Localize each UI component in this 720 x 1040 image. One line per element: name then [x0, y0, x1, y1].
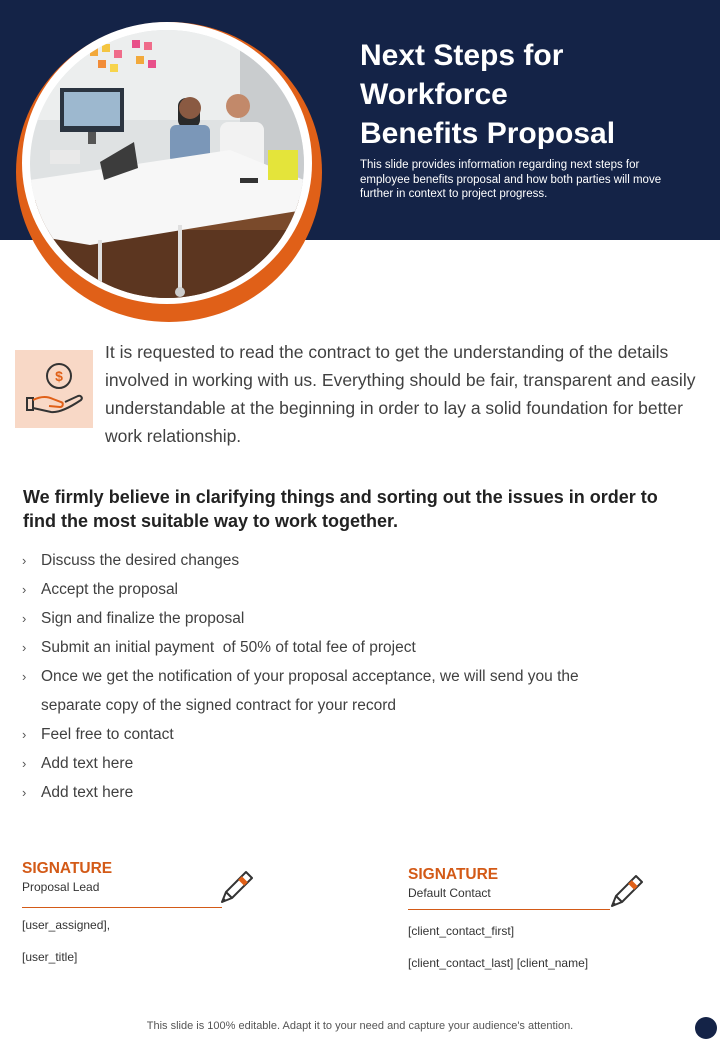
list-item [22, 720, 662, 749]
list-item [22, 575, 662, 604]
signature-line-left [22, 907, 222, 908]
chevron-right-icon: › [22, 611, 27, 626]
list-item [22, 662, 621, 720]
signature-role: Default Contact [408, 886, 491, 900]
user-title-field[interactable]: [user_title] [22, 950, 78, 964]
signature-label: SIGNATURE [408, 866, 499, 883]
list-item [22, 749, 662, 778]
step-text: Sign and finalize the proposal [41, 610, 245, 627]
step-text: Accept the proposal [41, 581, 179, 598]
step-text: Add text here [41, 784, 134, 801]
step-text: Add text here [41, 755, 134, 772]
chevron-right-icon: › [22, 640, 27, 655]
list-item [22, 546, 662, 575]
step-text: Feel free to contact [41, 726, 174, 743]
pen-icon [606, 870, 648, 912]
belief-statement: We firmly believe in clarifying things and sorting out the issues in order to find the most suitable way to work together. [23, 487, 658, 531]
meeting-photo-frame [16, 22, 322, 322]
intro-paragraph: It is requested to read the contract to get the understanding of the details involved in working with us. Everything should be fair, transparent and easily understandable at the beginning in order to lay a solid foundation for better work relationship. [105, 342, 696, 446]
intro-icon-box [15, 350, 93, 428]
slide-title: Next Steps for Workforce Benefits Proposal [360, 39, 616, 150]
next-steps-list [22, 546, 662, 807]
chevron-right-icon: › [22, 553, 27, 568]
signature-line-right [408, 909, 610, 910]
list-item [22, 778, 662, 807]
chevron-right-icon: › [22, 756, 27, 771]
client-contact-first-field[interactable]: [client_contact_first] [408, 924, 515, 938]
list-item [22, 633, 662, 662]
pen-icon [216, 866, 258, 908]
svg-text:$: $ [55, 368, 63, 384]
user-assigned-field[interactable]: [user_assigned], [22, 918, 111, 932]
chevron-right-icon: › [22, 669, 27, 684]
slide-subtitle: This slide provides information regarding next steps for employee benefits proposal and how both parties will move further in context to project progress. [360, 159, 662, 200]
list-item [22, 604, 662, 633]
step-text: Once we get the notification of your proposal acceptance, we will send you the separate copy of the signed contract for your record [41, 668, 579, 714]
hand-coin-icon [15, 350, 93, 428]
footer-note: This slide is 100% editable. Adapt it to your need and capture your audience's attention. [146, 1020, 574, 1032]
signature-label: SIGNATURE [22, 860, 113, 877]
client-contact-last-field[interactable]: [client_contact_last] [client_name] [408, 956, 589, 970]
chevron-right-icon: › [22, 727, 27, 742]
signature-role: Proposal Lead [22, 880, 100, 894]
step-text: Submit an initial payment of 50% of total fee of project [41, 639, 416, 656]
step-text: Discuss the desired changes [41, 552, 240, 569]
meeting-photo [30, 30, 304, 298]
page-dot [695, 1017, 717, 1039]
chevron-right-icon: › [22, 785, 27, 800]
chevron-right-icon: › [22, 582, 27, 597]
